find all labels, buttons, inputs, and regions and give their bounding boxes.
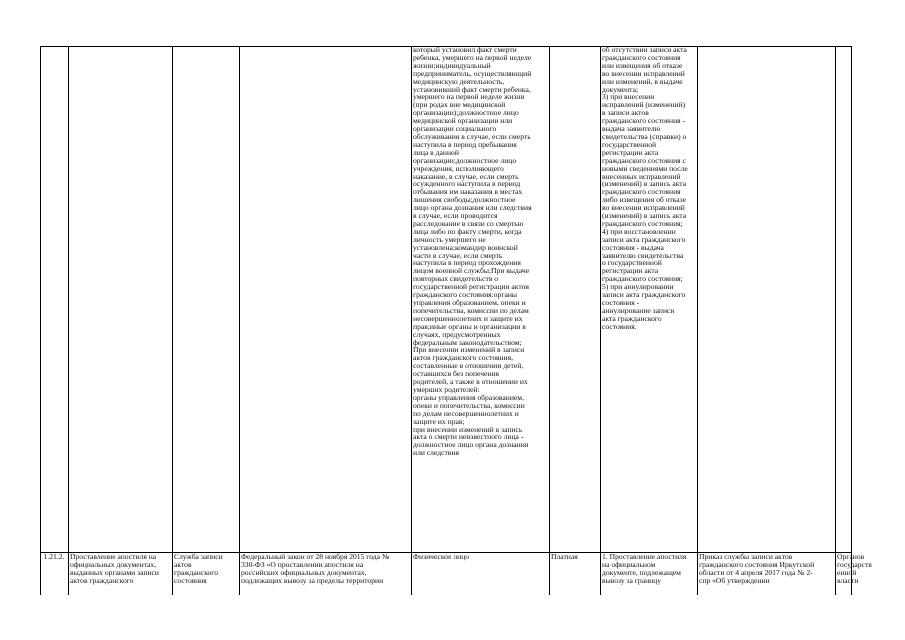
text-line: 5) при аннулировании xyxy=(602,282,674,292)
text-line: лишения свободы;должностное xyxy=(413,195,516,205)
text-line: записи акта гражданского xyxy=(602,290,686,300)
text-line: свидетельства (справки) о xyxy=(602,131,687,141)
agency-cell xyxy=(174,553,237,585)
text-line: официальных документах, xyxy=(70,559,157,569)
text-line: Федеральный закон от 28 ноября 2015 года № xyxy=(241,552,390,561)
text-line: гражданского состояния:органы xyxy=(413,290,517,300)
text-line: ребенка, умершего на первой неделе xyxy=(413,52,532,62)
text-line: родителей, а также в отношении их xyxy=(413,377,528,387)
text-line: российских официальных документах, xyxy=(241,567,367,577)
text-line: документе, подлежащем xyxy=(602,567,681,577)
text-line: акта гражданского xyxy=(602,313,662,323)
text-line: (изменений) в запись акта xyxy=(602,179,687,189)
text-line: выдача заявителю xyxy=(602,124,661,134)
text-line: состояния - выдача xyxy=(602,242,664,252)
text-line: или следствия xyxy=(413,448,459,458)
text-line: 1. Проставление апостиля xyxy=(602,552,687,561)
text-line: регистрации акта xyxy=(602,266,659,276)
text-line: наказание, в случае, если смерть xyxy=(413,171,519,181)
text-line: о государственной xyxy=(602,258,662,268)
text-line: расследование в связи со смертью xyxy=(413,218,524,228)
text-line: заявителю свидетельства xyxy=(602,250,684,260)
text-line: опеки и попечительства, комиссии xyxy=(413,400,525,410)
service-result-cell xyxy=(602,46,695,396)
text-line: актов гражданского состояния, xyxy=(413,353,513,363)
text-line: государств xyxy=(837,559,872,569)
text-line: части в случае, если смерть xyxy=(413,250,503,260)
text-line: аннулирование записи xyxy=(602,305,675,315)
text-line: при внесении изменений в запись xyxy=(413,424,523,434)
text-line: лица либо по факту смерти, когда xyxy=(413,226,522,236)
text-line: гражданского состояния xyxy=(602,187,681,197)
text-line: осужденного наступила в период xyxy=(413,179,521,189)
text-line: установлена;командир воинской xyxy=(413,242,518,252)
text-line: прав;иные органы и организации в xyxy=(413,321,526,331)
text-line: спр «Об утверждении xyxy=(699,575,770,585)
regulation-cell xyxy=(699,553,833,585)
text-line: наступила в период прохождения xyxy=(413,258,521,268)
text-line: по делам несовершеннолетних и xyxy=(413,408,519,418)
text-line: При внесении изменений в записи xyxy=(413,345,525,355)
text-line: жизни;индивидуальный xyxy=(413,60,491,70)
text-line: который установил факт смерти xyxy=(413,45,517,54)
text-line: обслуживания в случае, если смерть xyxy=(413,131,531,141)
text-line: наступила в период пребывания xyxy=(413,139,517,149)
column-border xyxy=(600,46,601,595)
text-line: государственной регистрации актов xyxy=(413,282,529,292)
text-line: органы управления образованием, xyxy=(413,392,524,402)
text-line: должностное лицо органа дознания xyxy=(413,440,529,450)
text-line: внесенных исправлений xyxy=(602,171,681,181)
text-line: медицинскую деятельность, xyxy=(413,76,505,86)
law-basis-cell xyxy=(241,553,409,585)
text-line: подлежащих вывозу за пределы территории xyxy=(241,575,384,585)
text-line: отбывания им наказания в местах xyxy=(413,187,523,197)
text-line: гражданского состояния xyxy=(602,52,681,62)
text-line: вывозу за границу xyxy=(602,575,662,585)
text-line: гражданского состояния; xyxy=(602,218,683,228)
applicant-category-cell xyxy=(413,46,546,552)
text-line: государственной xyxy=(602,139,657,149)
text-line: во внесении исправлений xyxy=(602,68,685,78)
applicant-cell: Физическое лицо xyxy=(413,552,470,561)
text-line: 330-ФЗ «О проставлении апостиля на xyxy=(241,559,364,569)
text-line: несовершеннолетних и защите их xyxy=(413,313,523,323)
text-line: либо извещения об отказе xyxy=(602,195,687,205)
text-line: состояния xyxy=(174,575,207,585)
text-line: управления образованием, опеки и xyxy=(413,298,526,307)
text-line: гражданского состояния; xyxy=(602,274,683,284)
text-line: 3) при внесении xyxy=(602,92,655,102)
text-line: исправлений (изменений) xyxy=(602,100,686,110)
column-border xyxy=(68,46,69,595)
text-line: умерших родителей: xyxy=(413,384,480,394)
text-line: актов xyxy=(174,559,192,569)
text-line: лица в данной xyxy=(413,147,459,157)
text-line: Органов xyxy=(837,552,865,561)
text-line: гражданского состояния - xyxy=(602,116,686,126)
text-line: установивший факт смерти ребенка, xyxy=(413,84,531,94)
text-line: регистрации акта xyxy=(602,147,659,157)
text-line: записи акта гражданского xyxy=(602,234,686,244)
column-border xyxy=(411,46,412,595)
text-line: гражданского xyxy=(174,567,219,577)
text-line: Проставление апостиля на xyxy=(70,552,157,561)
fee-cell: Платная xyxy=(551,552,578,561)
text-line: лицо органа дознания или следствия xyxy=(413,203,532,213)
text-line: составленные в отношении детей, xyxy=(413,361,524,371)
service-name-cell xyxy=(70,553,170,585)
text-line: енной xyxy=(837,567,857,577)
column-border xyxy=(40,46,41,595)
text-line: случаях, предусмотренных xyxy=(413,329,501,339)
text-line: Приказ службы записи актов xyxy=(699,552,793,561)
text-line: организации социального xyxy=(413,124,497,134)
text-line: Служба записи xyxy=(174,552,223,561)
text-line: гражданского состояния Иркутской xyxy=(699,559,815,569)
text-line: власти xyxy=(837,575,859,585)
column-border xyxy=(172,46,173,595)
column-border xyxy=(549,46,550,595)
text-line: организации;должностное лицо xyxy=(413,155,517,165)
text-line: защите их прав; xyxy=(413,416,465,426)
text-line: области от 4 апреля 2017 года № 2- xyxy=(699,567,813,577)
text-line: гражданского состояния с xyxy=(602,155,686,165)
text-line: предприниматель, осуществляющий xyxy=(413,68,532,78)
text-line: документа; xyxy=(602,84,639,94)
text-line: (при родах вне медицинской xyxy=(413,100,506,110)
column-border xyxy=(835,46,836,595)
text-line: организации);должностное лицо xyxy=(413,108,519,118)
text-line: попечительства, комиссии по делам xyxy=(413,305,529,315)
text-line: акта о смерти неизвестного лица - xyxy=(413,432,524,442)
authority-cell xyxy=(837,552,872,585)
text-line: (изменений) в запись акта xyxy=(602,211,687,221)
text-line: выданных органами записи xyxy=(70,567,159,577)
column-border xyxy=(851,46,852,595)
text-line: повторных свидетельств о xyxy=(413,274,499,284)
text-line: в случае, если проводится xyxy=(413,211,498,221)
text-line: умершего на первой неделе жизни xyxy=(413,92,525,102)
text-line: на официальном xyxy=(602,559,656,569)
column-border xyxy=(697,46,698,595)
text-line: об отсутствии записи акта xyxy=(602,45,687,54)
service-result-cell-bottom xyxy=(602,553,695,585)
column-border xyxy=(239,46,240,595)
text-line: актов гражданского xyxy=(70,575,134,585)
text-line: федеральным законодательством; xyxy=(413,337,522,347)
text-line: 4) при восстановлении xyxy=(602,226,676,236)
text-line: лицом военной службы;При выдаче xyxy=(413,266,530,276)
text-line: во внесении исправлений xyxy=(602,203,685,213)
row-number: 1.21.2. xyxy=(43,552,65,561)
text-line: медицинской организации или xyxy=(413,116,513,126)
text-line: новыми сведениями после xyxy=(602,163,688,173)
text-line: или изменений, в выдаче xyxy=(602,76,683,86)
text-line: оставшихся без попечения xyxy=(413,369,500,379)
text-line: или извещения об отказе xyxy=(602,60,683,70)
text-line: учреждения, исполняющего xyxy=(413,163,504,173)
text-line: личность умершего не xyxy=(413,234,486,244)
text-line: состояния - xyxy=(602,298,640,307)
text-line: состояния. xyxy=(602,321,637,331)
text-line: в записи актов xyxy=(602,108,649,118)
